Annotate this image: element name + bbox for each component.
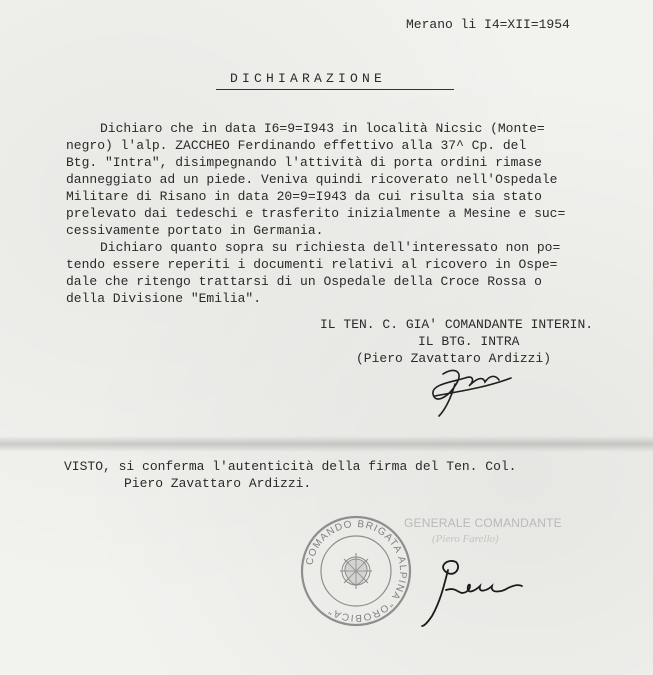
title-underline (216, 89, 454, 90)
body-line: dale che ritengo trattarsi di un Ospedale della Croce Rossa o (66, 274, 542, 289)
body-line: danneggiato ad un piede. Veniva quindi ricoverato nell'Ospedale (66, 172, 558, 187)
svg-text:COMANDO BRIGATA ALPINA "OROBIC: COMANDO BRIGATA ALPINA "OROBICA" (304, 518, 409, 624)
document-date: Merano li I4=XII=1954 (406, 17, 570, 32)
visto-name: Piero Zavattaro Ardizzi. (124, 476, 312, 491)
general-signature (418, 556, 523, 628)
document-title: DICHIARAZIONE (230, 71, 387, 86)
body-line: della Divisione "Emilia". (66, 291, 262, 306)
general-title: GENERALE COMANDANTE (404, 516, 562, 530)
commander-signature (425, 364, 515, 419)
body-line: cessivamente portato in Germania. (66, 223, 324, 238)
brigade-stamp (300, 513, 412, 629)
visto-line: VISTO, si conferma l'autenticità della firma del Ten. Col. (64, 459, 517, 474)
body-line: Dichiaro quanto sopra su richiesta dell'interessato non po= (100, 240, 561, 255)
body-line: negro) l'alp. ZACCHEO Ferdinando effettivo alla 37^ Cp. del (66, 138, 527, 153)
body-line: Militare di Risano in data 20=9=I943 da cui risulta sia stato (66, 189, 542, 204)
signatory-unit: IL BTG. INTRA (418, 334, 520, 349)
body-line: tendo essere reperiti i documenti relativi al ricovero in Ospe= (66, 257, 558, 272)
signatory-name: (Piero Zavattaro Ardizzi) (356, 351, 552, 366)
body-line: Dichiaro che in data I6=9=I943 in località Nicsic (Monte= (100, 121, 545, 136)
signatory-rank: IL TEN. C. GIA' COMANDANTE INTERIN. (320, 317, 594, 332)
general-name: (Piero Farello) (432, 533, 499, 545)
body-line: prelevato dai tedeschi e trasferito inizialmente a Mesine e suc= (66, 206, 566, 221)
body-line: Btg. "Intra", disimpegnando l'attività di porta ordini rimase (66, 155, 542, 170)
